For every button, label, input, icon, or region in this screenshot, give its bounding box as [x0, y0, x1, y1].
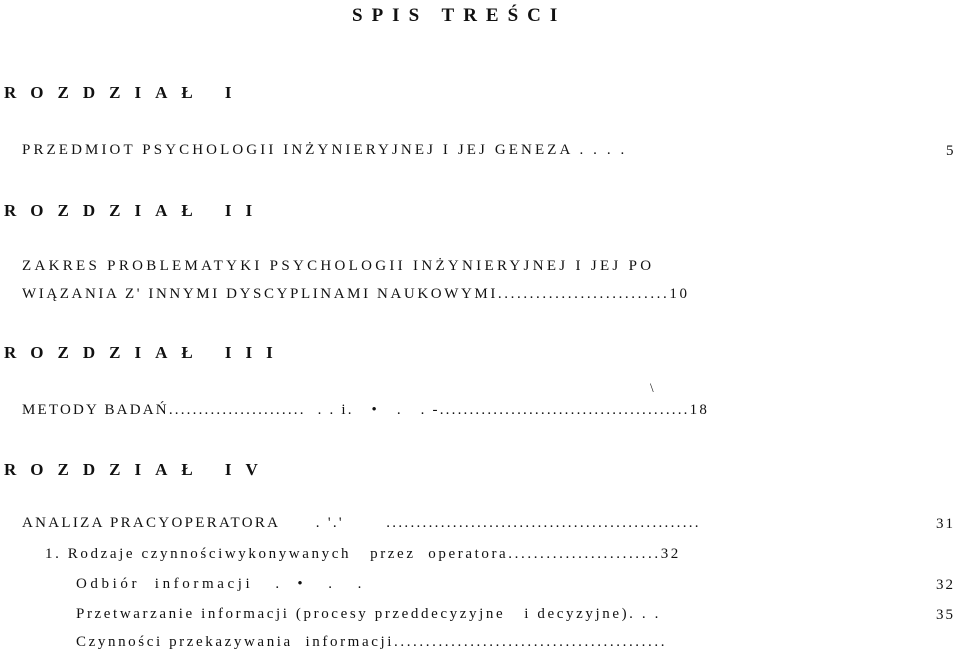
- toc-subentry-2: Odbiór informacji . • . .: [76, 576, 366, 592]
- toc-page-4: 31: [936, 516, 955, 532]
- chapter-heading-2: ROZDZIAŁ II: [4, 201, 267, 220]
- toc-page-sub-3: 35: [936, 607, 955, 623]
- toc-page-sub-2: 32: [936, 577, 955, 593]
- toc-subentry-1: 1. Rodzaje czynnościwykonywanych przez operatora........................32: [45, 546, 681, 562]
- toc-subentry-3: Przetwarzanie informacji (procesy przeddecyzyjne i decyzyjne). . .: [76, 606, 661, 622]
- toc-entry-1: PRZEDMIOT PSYCHOLOGII INŻYNIERYJNEJ I JEJ GENEZA . . . .: [22, 142, 628, 158]
- toc-page-1: 5: [946, 143, 956, 159]
- toc-entry-2a: ZAKRES PROBLEMATYKI PSYCHOLOGII INŻYNIERYJNEJ I JEJ PO: [22, 258, 655, 274]
- chapter-heading-3: ROZDZIAŁ III: [4, 343, 287, 362]
- stray-mark: \: [650, 380, 654, 395]
- toc-subentry-4: Czynności przekazywania informacji...........................................: [76, 634, 668, 650]
- toc-entry-3: METODY BADAŃ....................... . . i. • . . -..........................................18: [22, 402, 710, 418]
- toc-entry-2b: WIĄZANIA Z' INNYMI DYSCYPLINAMI NAUKOWYMI...........................10: [22, 286, 690, 302]
- toc-entry-4: ANALIZA PRACYOPERATORA . '.' ....................................................: [22, 515, 701, 531]
- page-title: SPIS TREŚCI: [352, 5, 567, 26]
- chapter-heading-4: ROZDZIAŁ IV: [4, 460, 272, 479]
- chapter-heading-1: ROZDZIAŁ I: [4, 83, 246, 102]
